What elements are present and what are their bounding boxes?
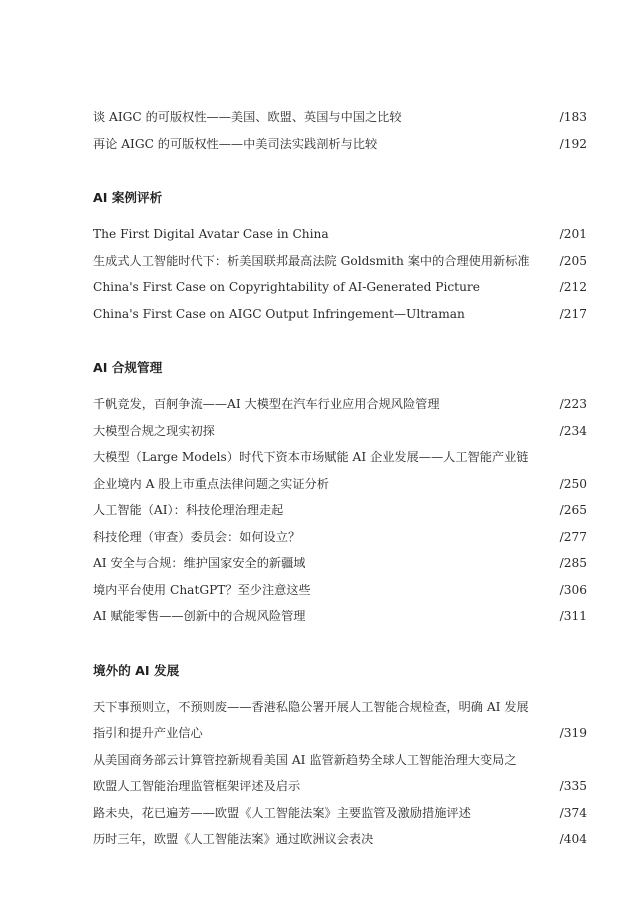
toc-entry-title-line: 从美国商务部云计算管控新规看美国 AI 监管新趋势全球人工智能治理大变局之 — [93, 752, 517, 767]
toc-entry-title — [93, 577, 587, 604]
toc-entry-title — [93, 104, 587, 131]
intro-entries — [93, 104, 587, 157]
toc-entry-title-line: 历时三年，欧盟《人工智能法案》通过欧洲议会表决 — [93, 832, 374, 846]
toc-entry-title-line: AI 安全与合规：维护国家安全的新疆域 — [93, 556, 306, 570]
toc-entry-page: /277 — [559, 529, 587, 544]
toc-entry-title-line: 大模型合规之现实初探 — [93, 423, 215, 438]
toc-entry[interactable] — [93, 550, 587, 577]
toc-entry-page: /234 — [559, 423, 587, 438]
toc-entry-title — [93, 603, 587, 630]
toc-entry-title-line: 天下事预则立，不预则废——香港私隐公署开展人工智能合规检查，明确 AI 发展 — [93, 699, 529, 714]
toc-section-overseas-ai — [93, 658, 587, 853]
toc-entry[interactable] — [93, 524, 587, 551]
toc-entry-page: /374 — [559, 805, 587, 820]
toc-entry-title — [93, 444, 587, 497]
toc-entry-page: /311 — [559, 609, 587, 623]
section-heading: AI 案例评析 — [93, 190, 163, 205]
toc-entry-title — [93, 550, 587, 577]
toc-entry[interactable] — [93, 694, 587, 747]
toc-entry[interactable] — [93, 248, 587, 275]
toc-entry[interactable] — [93, 826, 587, 853]
toc-entry-title-line: 生成式人工智能时代下：析美国联邦最高法院 Goldsmith 案中的合理使用新标准 — [93, 253, 530, 268]
toc-entry-title-line: 再论 AIGC 的可版权性——中美司法实践剖析与比较 — [93, 136, 378, 151]
toc-entry-title — [93, 497, 587, 524]
toc-entry-page: /201 — [559, 227, 587, 241]
toc-entry-title — [93, 301, 587, 328]
section-heading: 境外的 AI 发展 — [93, 662, 180, 678]
table-of-contents — [93, 104, 587, 853]
toc-entry-title — [93, 418, 587, 445]
toc-entry-page: /265 — [559, 503, 587, 517]
toc-entry-page: /192 — [559, 136, 587, 151]
toc-entry-title-line: The First Digital Avatar Case in China — [93, 227, 329, 241]
toc-entry[interactable] — [93, 497, 587, 524]
toc-entry-title-line: 境内平台使用 ChatGPT？至少注意这些 — [93, 582, 311, 597]
toc-entry-title — [93, 221, 587, 248]
toc-entry-title-line: 千帆竞发，百舸争流——AI 大模型在汽车行业应用合规风险管理 — [93, 397, 440, 411]
toc-entry-page: /404 — [559, 832, 587, 846]
toc-entry-title-line: China's First Case on AIGC Output Infringement—Ultraman — [93, 306, 465, 321]
toc-entry-page: /319 — [559, 726, 587, 740]
toc-entry-title-line: 大模型（Large Models）时代下资本市场赋能 AI 企业发展——人工智能产业链 — [93, 450, 529, 464]
section-heading: AI 合规管理 — [93, 360, 163, 375]
toc-entry[interactable] — [93, 603, 587, 630]
toc-entry-title — [93, 826, 587, 853]
toc-entry-title-line: 路未央，花已遍芳——欧盟《人工智能法案》主要监管及激励措施评述 — [93, 805, 471, 820]
toc-entry-title — [93, 131, 587, 158]
toc-entry-title — [93, 391, 587, 418]
toc-entry-title-line: 指引和提升产业信心 — [93, 726, 203, 740]
toc-section-ai-case-review — [93, 185, 587, 327]
toc-entry-page: /335 — [559, 779, 587, 793]
toc-entry[interactable] — [93, 418, 587, 445]
toc-entry-title-line: China's First Case on Copyrightability of AI-Generated Picture — [93, 280, 480, 294]
toc-entry-title-line: 谈 AIGC 的可版权性——美国、欧盟、英国与中国之比较 — [93, 110, 402, 124]
toc-entry-title — [93, 694, 587, 747]
toc-entry[interactable] — [93, 800, 587, 827]
toc-entry-title-line: 人工智能（AI）：科技伦理治理走起 — [93, 503, 284, 517]
toc-entry[interactable] — [93, 274, 587, 301]
toc-entry[interactable] — [93, 301, 587, 328]
toc-entry-page: /306 — [559, 582, 587, 597]
toc-entry-title — [93, 274, 587, 301]
toc-entry[interactable] — [93, 104, 587, 131]
toc-entry[interactable] — [93, 444, 587, 497]
toc-entry-page: /183 — [559, 110, 587, 124]
toc-entry-page: /217 — [559, 306, 587, 321]
toc-entry-page: /223 — [559, 397, 587, 411]
toc-entry-title-line: AI 赋能零售——创新中的合规风险管理 — [93, 609, 306, 623]
toc-entry-title — [93, 800, 587, 827]
toc-entry-page: /285 — [559, 556, 587, 570]
toc-entry-title-line: 科技伦理（审查）委员会：如何设立？ — [93, 529, 301, 544]
toc-entry-title — [93, 248, 587, 275]
toc-entry-title-line: 企业境内 A 股上市重点法律问题之实证分析 — [93, 476, 329, 491]
toc-entry-page: /212 — [559, 280, 587, 294]
toc-entry[interactable] — [93, 747, 587, 800]
toc-section-ai-compliance — [93, 355, 587, 630]
toc-entry[interactable] — [93, 577, 587, 604]
toc-entry-title — [93, 747, 587, 800]
toc-entry-title-line: 欧盟人工智能治理监管框架评述及启示 — [93, 779, 301, 793]
toc-entry[interactable] — [93, 131, 587, 158]
toc-entry-page: /250 — [559, 476, 587, 491]
toc-entry[interactable] — [93, 391, 587, 418]
toc-entry-title — [93, 524, 587, 551]
toc-entry-page: /205 — [559, 253, 587, 268]
toc-entry[interactable] — [93, 221, 587, 248]
